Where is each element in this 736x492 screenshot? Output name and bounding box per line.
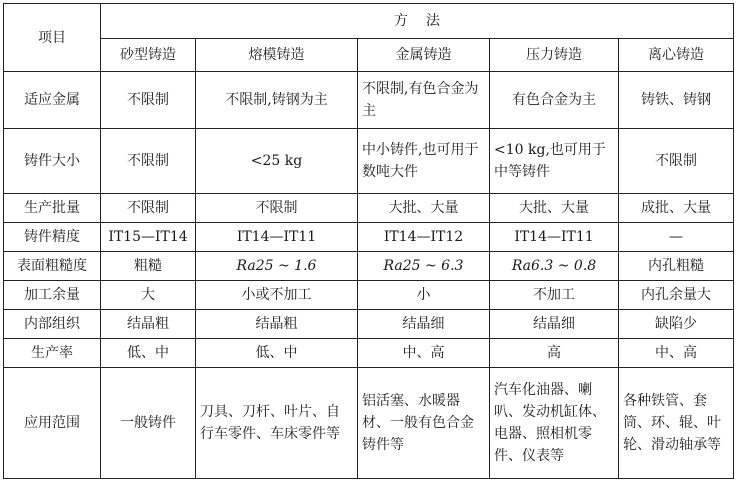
row-label: 加工余量 [4, 281, 101, 310]
column-header: 压力铸造 [490, 39, 619, 72]
table-cell: 汽车化油器、喇叭、发动机缸体、电器、照相机零件、仪表等 [490, 368, 619, 479]
table-row [4, 129, 734, 194]
table-row [4, 194, 734, 223]
table-cell: 缺陷少 [619, 310, 734, 339]
row-label: 应用范围 [4, 368, 101, 479]
table-cell: IT14—IT11 [196, 223, 358, 252]
row-label: 适应金属 [4, 72, 101, 129]
table-cell: 有色合金为主 [490, 72, 619, 129]
table-cell: 小 [358, 281, 490, 310]
column-header: 熔模铸造 [196, 39, 358, 72]
table-cell: 中、高 [358, 339, 490, 368]
table-row [4, 281, 734, 310]
column-header: 砂型铸造 [101, 39, 196, 72]
table-row [4, 223, 734, 252]
table-cell: IT14—IT12 [358, 223, 490, 252]
table-cell: 中小铸件,也可用于数吨大件 [358, 129, 490, 194]
table-cell: 结晶细 [490, 310, 619, 339]
table-cell: 结晶细 [358, 310, 490, 339]
table-row [4, 310, 734, 339]
table-cell: 不加工 [490, 281, 619, 310]
table-cell: 不限制,有色合金为主 [358, 72, 490, 129]
header-project: 项目 [4, 4, 101, 72]
table-cell: 铝活塞、水暖器材、一般有色合金铸件等 [358, 368, 490, 479]
header-row-2 [4, 39, 734, 72]
table-cell: 大 [101, 281, 196, 310]
table-cell: 小或不加工 [196, 281, 358, 310]
row-label: 铸件精度 [4, 223, 101, 252]
casting-methods-comparison-table [3, 3, 734, 479]
table-cell: 各种铁管、套筒、环、辊、叶轮、滑动轴承等 [619, 368, 734, 479]
table-cell: 结晶粗 [196, 310, 358, 339]
table-row [4, 368, 734, 479]
table-cell: Ra25 ~ 1.6 [196, 252, 358, 281]
table-cell: 粗糙 [101, 252, 196, 281]
table-cell: 内孔粗糙 [619, 252, 734, 281]
row-label: 铸件大小 [4, 129, 101, 194]
table-cell: 成批、大量 [619, 194, 734, 223]
column-header: 金属铸造 [358, 39, 490, 72]
table-cell: 不限制 [101, 194, 196, 223]
table-cell: IT14—IT11 [490, 223, 619, 252]
table-row [4, 72, 734, 129]
row-label: 表面粗糙度 [4, 252, 101, 281]
table-cell: 低、中 [101, 339, 196, 368]
row-label: 生产批量 [4, 194, 101, 223]
row-label: 内部组织 [4, 310, 101, 339]
column-header: 离心铸造 [619, 39, 734, 72]
table-cell: 中、高 [619, 339, 734, 368]
table-cell: <10 kg,也可用于中等铸件 [490, 129, 619, 194]
table-cell: 大批、大量 [358, 194, 490, 223]
table-cell: Ra6.3 ~ 0.8 [490, 252, 619, 281]
table-cell: 一般铸件 [101, 368, 196, 479]
table-cell: 铸铁、铸钢 [619, 72, 734, 129]
table-cell: 不限制 [619, 129, 734, 194]
table-cell: 不限制 [101, 72, 196, 129]
table-cell: <25 kg [196, 129, 358, 194]
table-cell: 结晶粗 [101, 310, 196, 339]
header-row-1 [4, 4, 734, 39]
table-cell: 低、中 [196, 339, 358, 368]
table-cell: 高 [490, 339, 619, 368]
table-cell: 不限制,铸钢为主 [196, 72, 358, 129]
table-cell: 刀具、刀杆、叶片、自行车零件、车床零件等 [196, 368, 358, 479]
header-method: 方法 [101, 4, 734, 39]
table-row [4, 252, 734, 281]
table-cell: Ra25 ~ 6.3 [358, 252, 490, 281]
table-cell: — [619, 223, 734, 252]
table-cell: 内孔余量大 [619, 281, 734, 310]
table-cell: 不限制 [196, 194, 358, 223]
table-cell: 大批、大量 [490, 194, 619, 223]
table-row [4, 339, 734, 368]
table-cell: IT15—IT14 [101, 223, 196, 252]
row-label: 生产率 [4, 339, 101, 368]
table-cell: 不限制 [101, 129, 196, 194]
